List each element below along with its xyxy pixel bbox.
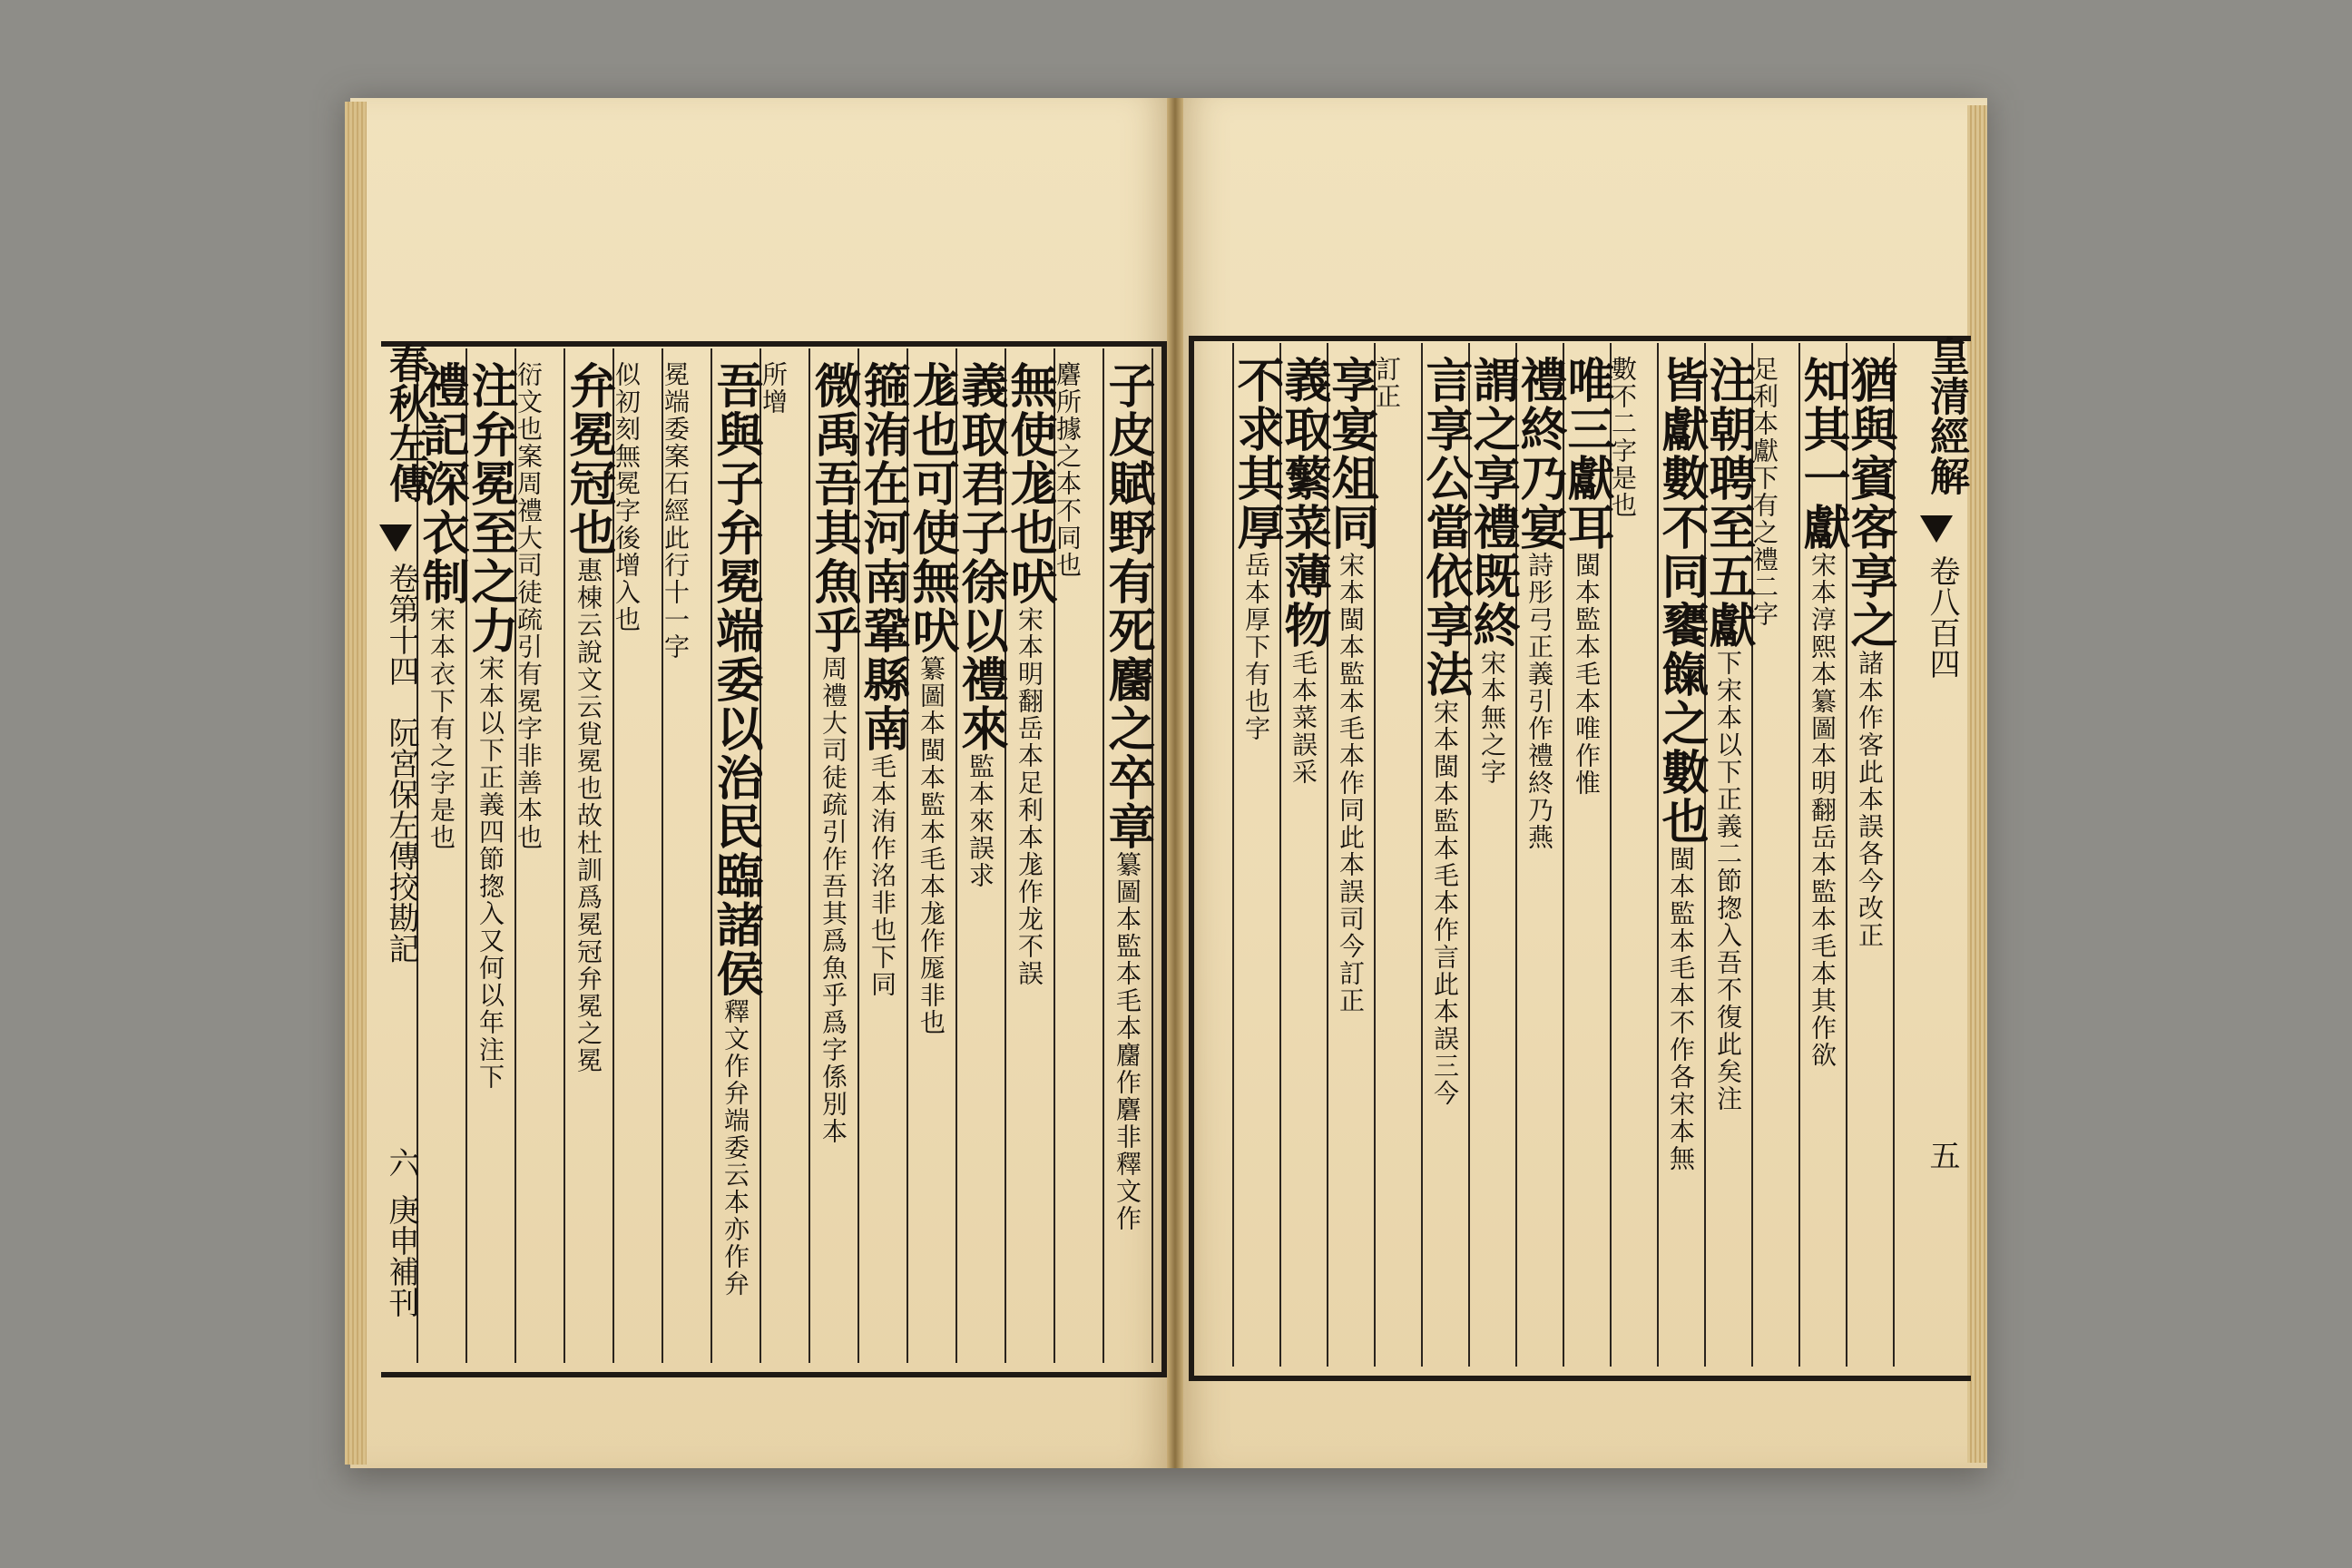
left-column [806, 361, 861, 1145]
right-annotation-text: 詩彤弓正義引作禮終乃燕 [1524, 552, 1554, 851]
left-main-text: 微禹吾其魚乎 [806, 361, 861, 655]
right-annotation-text: 足利本獻下有之禮二字 [1749, 356, 1779, 628]
left-column [953, 361, 1008, 889]
right-main-text: 知其一獻 [1795, 356, 1850, 552]
right-column [1559, 356, 1614, 797]
right-main-text: 不求其厚 [1229, 356, 1284, 552]
right-fishtail-mark [1920, 515, 1953, 543]
right-annotation-text: 閩本監本毛本唯作惟 [1572, 552, 1602, 797]
left-banner-book-title: 阮宮保左傳挍勘記 [383, 717, 419, 964]
left-column [661, 361, 691, 661]
left-main-text: 箍洧在河南鞏縣南 [855, 361, 910, 753]
right-column [1700, 356, 1756, 1112]
left-main-text: 弁冕冠也 [561, 361, 616, 557]
right-main-text: 禮終乃宴 [1512, 356, 1567, 552]
left-annotation-text: 麏所據之本不同也 [1053, 361, 1083, 579]
right-main-text: 言享公當依享法 [1417, 356, 1473, 699]
left-column [759, 361, 789, 416]
left-main-text: 義取君子徐以禮來 [953, 361, 1008, 753]
left-annotation-text: 毛本洧作洺非也下同 [867, 753, 897, 998]
right-banner-volume: 卷八百四 [1924, 555, 1960, 679]
left-banner-volume: 卷第十四 [383, 563, 419, 686]
right-main-text: 唯三獻耳 [1559, 356, 1614, 552]
right-annotation-text: 宋本無之字 [1477, 650, 1507, 786]
left-annotation-text: 監本來誤求 [965, 753, 995, 889]
left-column [855, 361, 910, 998]
left-annotation-text: 宋本以下正義四節揔入又何以年注下 [475, 655, 505, 1091]
left-banner-leaf: 六 [383, 1147, 419, 1178]
right-annotation-text: 諸本作客此本誤各今改正 [1855, 650, 1885, 949]
right-banner-title: 皇清經解 [1923, 336, 1969, 495]
left-column [1053, 361, 1083, 579]
left-main-text: 子皮賦野有死麕之卒章 [1100, 361, 1155, 851]
right-main-text: 皆獻數不同饔餼之數也 [1653, 356, 1709, 846]
left-annotation-text: 惠棟云說文云覍冕也故杜訓爲冕冠弁冕之冕 [573, 557, 603, 1074]
right-column [1465, 356, 1520, 786]
right-column [1512, 356, 1567, 851]
left-annotation-text: 纂圖本監本毛本麕作麏非釋文作 [1112, 851, 1142, 1232]
right-column [1276, 356, 1331, 786]
left-column [561, 361, 616, 1074]
right-main-text: 享宴俎同 [1323, 356, 1378, 552]
left-annotation-text: 周禮大司徒疏引作吾其爲魚乎爲字係別本 [818, 655, 848, 1145]
left-main-text: 吾與子弁冕端委以治民臨諸侯 [708, 361, 763, 998]
left-banner-title: 春秋左傳 [382, 343, 428, 503]
left-main-text: 尨也可使無吠 [904, 361, 959, 655]
right-main-text: 猶與賓客享之 [1842, 356, 1897, 650]
left-annotation-text: 所增 [759, 361, 789, 416]
left-annotation-text: 纂圖本閩本監本毛本尨作厖非也 [916, 655, 946, 1036]
left-annotation-text: 衍文也案周禮大司徒疏引有冕字非善本也 [514, 361, 544, 851]
left-column [463, 361, 518, 1091]
left-main-text: 注弁冕至之力 [463, 361, 518, 655]
right-annotation-text: 岳本厚下有也字 [1241, 552, 1271, 742]
left-column [514, 361, 544, 851]
left-main-text: 禮記深衣制 [414, 361, 469, 606]
right-column [1323, 356, 1378, 1014]
right-annotation-text: 數不二字是也 [1608, 356, 1638, 519]
left-column [1002, 361, 1057, 987]
right-annotation-text: 下宋本以下正義二節揔入吾不復此矣注 [1713, 650, 1743, 1112]
left-column [414, 361, 469, 851]
left-column [708, 361, 763, 1298]
left-page-edge [345, 102, 367, 1465]
left-annotation-text: 宋本明翻岳本足利本尨作龙不誤 [1014, 606, 1044, 987]
left-annotation-text: 似初刻無冕字後增入也 [612, 361, 642, 633]
right-annotation-text: 宋本閩本監本毛本作同此本誤司今訂正 [1336, 552, 1366, 1014]
left-column [1100, 361, 1155, 1232]
right-column [1229, 356, 1284, 742]
right-column [1842, 356, 1897, 949]
book-gutter [1167, 98, 1183, 1468]
right-annotation-text: 閩本監本毛本不作各宋本無 [1666, 846, 1696, 1172]
left-column [904, 361, 959, 1036]
right-column [1795, 356, 1850, 1069]
left-annotation-text: 宋本衣下有之字是也 [426, 606, 456, 851]
left-banner-bottom: 庚申補刊 [383, 1194, 419, 1318]
right-column [1653, 356, 1709, 1172]
right-main-text: 謂之享禮既終 [1465, 356, 1520, 650]
right-main-text: 義取蘩菜薄物 [1276, 356, 1331, 650]
left-column [612, 361, 642, 633]
right-annotation-text: 宋本閩本監本毛本作言此本誤三今 [1430, 699, 1460, 1107]
left-main-text: 無使尨也吠 [1002, 361, 1057, 606]
right-annotation-text: 宋本淳熙本纂圖本明翻岳本監本毛本其作欲 [1808, 552, 1838, 1069]
right-column [1417, 356, 1473, 1107]
right-annotation-text: 訂正 [1372, 356, 1402, 410]
left-fishtail-mark [379, 524, 412, 552]
right-annotation-text: 毛本菜誤采 [1289, 650, 1318, 786]
left-annotation-text: 冕端委案石經此行十一字 [661, 361, 691, 661]
right-banner-leaf: 五 [1924, 1140, 1960, 1171]
right-main-text: 注朝聘至五獻 [1700, 356, 1756, 650]
left-annotation-text: 釋文作弁端委云本亦作弁 [720, 998, 750, 1298]
